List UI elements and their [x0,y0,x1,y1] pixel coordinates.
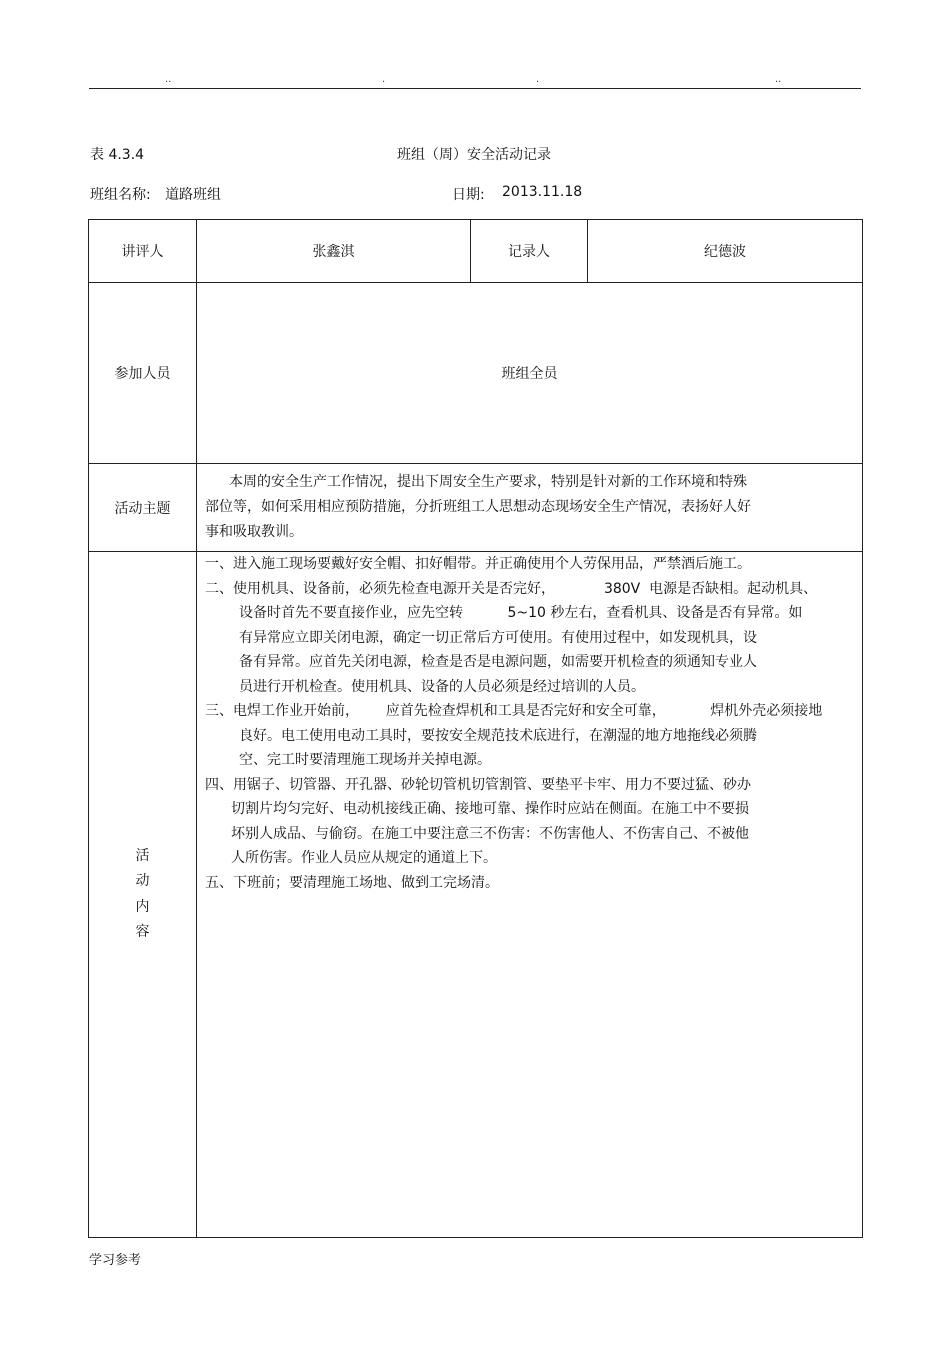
page-title: 班组（周）安全活动记录 [397,147,551,163]
participants-label: 参加人员 [89,283,197,464]
content-label-char: 容 [135,924,150,940]
content-line: 有异常应立即关闭电源，确定一切正常后方可使用。有使用过程中，如发现机具，设 [239,629,757,646]
theme-line: 部位等，如何采用相应预防措施，分折班组工人思想动态现场安全生产情况，表扬好人好 [205,499,751,515]
recorder-label: 记录人 [471,220,588,283]
content-line: 五、下班前；要清理施工场地、做到工完场清。 [205,874,499,891]
content-line: 良好。电工使用电动工具时，要按安全规范技术底进行，在潮湿的地方地拖线必须腾 [239,727,757,744]
content-line: 备有异常。应首先关闭电源，检查是否是电源问题，如需要开机检查的须通知专业人 [239,654,757,670]
header-rule [89,88,861,89]
content-label-char: 内 [135,898,150,915]
reviewer-label: 讲评人 [89,220,197,283]
team-label: 班组名称: [90,187,151,203]
reviewer-row [89,220,863,283]
header-mark: .. [165,74,172,85]
content-line: 四、用锯子、切管器、开孔器、砂轮切管机切管割管、要垫平卡牢、用力不要过猛、砂办 [205,776,751,793]
participants-value: 班组全员 [197,283,863,464]
content-label [89,552,197,1238]
theme-line: 本周的安全生产工作情况，提出下周安全生产要求，特别是针对新的工作环境和特殊 [229,474,747,490]
header-mark: .. [775,74,782,85]
theme-line: 事和吸取教训。 [205,524,303,540]
footer-text: 学习参考 [89,1253,142,1268]
date-value: 2013.11.18 [502,184,583,200]
theme-label: 活动主题 [89,464,197,552]
content-line: 人所伤害。作业人员应从规定的通道上下。 [231,850,497,866]
content-line: 三、电焊工作业开始前， 应首先检查焊机和工具是否完好和安全可靠， 焊机外壳必须接地 [205,703,823,719]
content-line: 员进行开机检查。使用机具、设备的人员必须是经过培训的人员。 [239,678,645,695]
content-line: 空、完工时要清理施工现场并关掉电源。 [239,752,491,768]
header-mark: . [536,74,540,85]
table-number: 表 4.3.4 [90,147,145,163]
content-line: 切割片均匀完好、电动机接线正确、接地可靠、操作时应站在侧面。在施工中不要损 [231,801,749,817]
theme-text [197,464,863,552]
content-line: 坏别人成品、与偷窃。在施工中要注意三不伤害：不伤害他人、不伤害自己、不被他 [231,825,749,842]
content-line: 设备时首先不要直接作业，应先空转 5~10 秒左右，查看机具、设备是否有异常。如 [239,605,803,621]
content-line: 二、使用机具、设备前，必须先检查电源开关是否完好， 380V 电源是否缺相。起动机具、 [205,580,818,597]
participants-row [89,283,863,464]
date-label: 日期: [452,187,485,203]
recorder-name: 纪德波 [588,220,863,283]
reviewer-name: 张鑫淇 [197,220,471,283]
activity-record-table [88,219,863,1238]
content-text [197,552,863,1238]
content-label-char: 活 [135,847,150,864]
content-row [89,552,863,1238]
content-label-char: 动 [135,873,150,889]
team-name: 道路班组 [165,187,221,203]
theme-row [89,464,863,552]
header-mark: . [382,74,386,85]
content-line: 一、进入施工现场要戴好安全帽、扣好帽带。并正确使用个人劳保用品，严禁酒后施工。 [205,556,751,572]
